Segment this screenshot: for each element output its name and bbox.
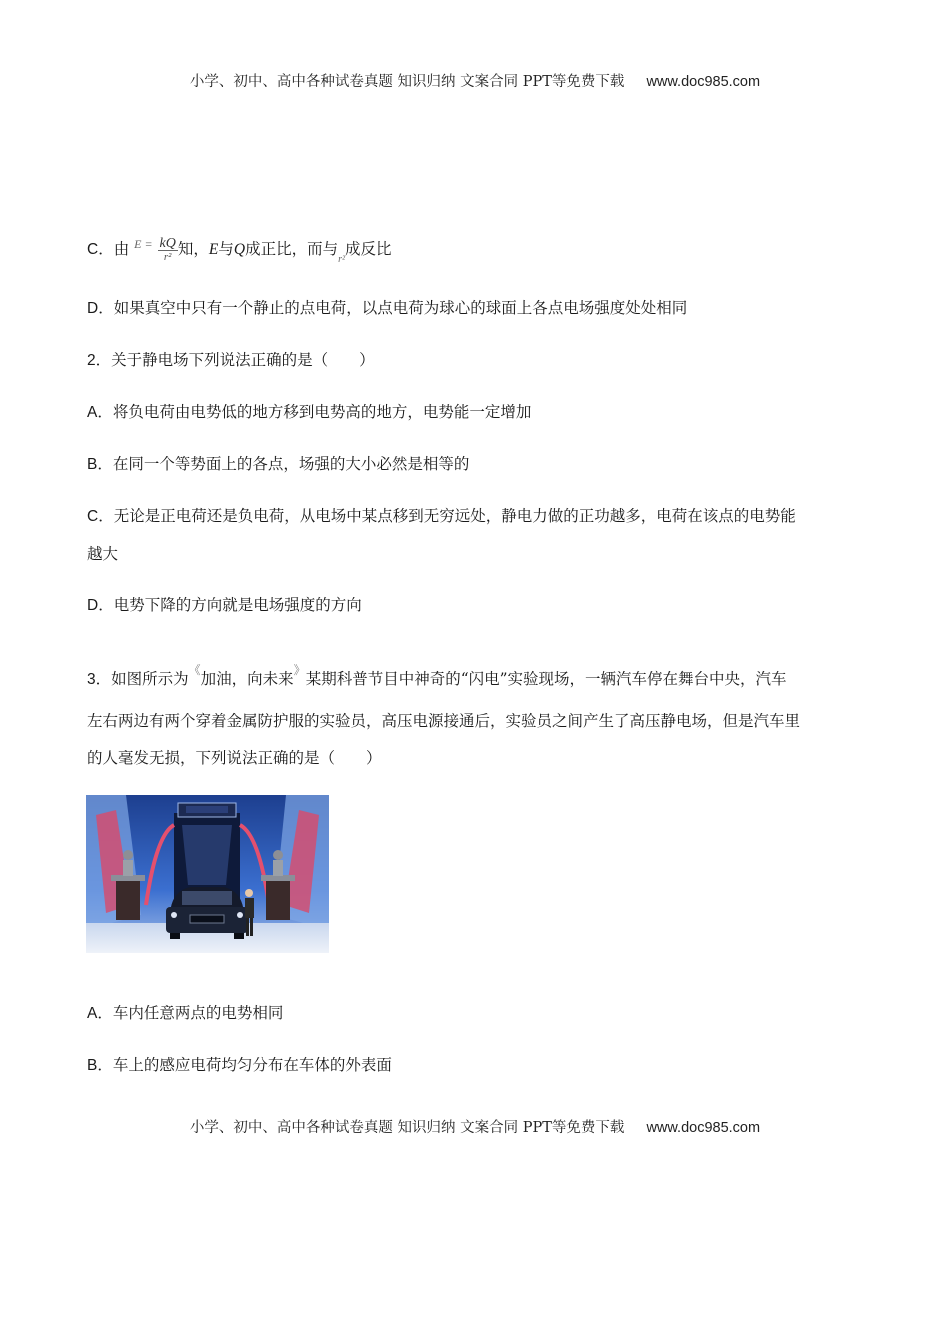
q3-stem-line2 [87,711,800,731]
q3-option-a [87,1003,283,1024]
option-text: 将负电荷由电势低的地方移到电势高的地方，电势能一定增加 [112,403,532,421]
stage-illustration [86,795,329,953]
question-number: 2． [87,352,112,369]
option-text: 车内任意两点的电势相同 [112,1004,284,1022]
book-title-mark: 《 [188,663,201,677]
text: 由 [113,240,130,258]
footer-text: 小学、初中、高中各种试卷真题 知识归纳 文案合同 PPT等免费下载 [189,1120,625,1136]
fraction-numerator: kQ [159,235,176,251]
option-text: 在同一个等势面上的各点，场强的大小必然是相等的 [112,455,470,473]
page-footer [0,1116,950,1137]
q3-option-b [87,1055,392,1076]
option-label: A． [87,404,113,421]
symbol-e: E [208,241,219,258]
option-label: D． [87,300,114,317]
q1-option-d [87,298,687,319]
text: 某期科普节目中神奇的“闪电”实验现场，一辆汽车停在舞台中央，汽车 [305,670,787,688]
option-label: B． [87,456,113,473]
formula-fraction [158,235,178,263]
stage-car-photo [86,795,329,953]
option-text: 如果真空中只有一个静止的点电荷，以点电荷为球心的球面上各点电场强度处处相同 [113,299,688,317]
q1-option-c [87,234,391,270]
question-text: 左右两边有两个穿着金属防护服的实验员，高压电源接通后，实验员之间产生了高压静电场，但是汽车里 [87,712,801,730]
q2-option-c-cont [87,544,118,564]
book-title-mark: 》 [293,663,306,677]
formula-lhs: E = [134,237,153,251]
question-text: 的人毫发无损，下列说法正确的是（ ） [87,749,382,767]
option-text: 电势下降的方向就是电场强度的方向 [113,596,362,614]
option-label: A． [87,1005,113,1022]
option-label: D． [87,597,114,614]
option-text: 越大 [87,545,119,563]
option-text: 无论是正电荷还是负电荷，从电场中某点移到无穷远处，静电力做的正功越多，电荷在该点的电势能 [113,507,796,525]
footer-site-link[interactable]: www.doc985.com [646,1120,761,1136]
text: 与 [218,240,234,258]
page-header [0,70,950,91]
program-title: 加油，向未来 [200,670,294,688]
text: 成反比 [344,240,392,258]
question-number: 3． [87,671,112,688]
text: 成正比，而与 [245,240,339,258]
text: 如图所示为 [111,670,189,688]
option-label: C． [87,508,114,525]
symbol-r-squared: r² [338,254,345,265]
header-site-link[interactable]: www.doc985.com [646,74,761,90]
q2-option-a [87,402,531,423]
q3-stem-line1 [87,660,787,690]
option-label: C． [87,241,114,258]
option-label: B． [87,1057,113,1074]
q2-option-d [87,595,362,616]
header-text: 小学、初中、高中各种试卷真题 知识归纳 文案合同 PPT等免费下载 [189,74,625,90]
q2-option-c [87,506,796,527]
question-text: 关于静电场下列说法正确的是（ ） [111,351,375,369]
text: 知， [177,240,209,258]
option-text: 车上的感应电荷均匀分布在车体的外表面 [112,1056,392,1074]
q2-stem [87,350,375,371]
symbol-q: Q [233,241,246,258]
fraction-denominator: r² [163,250,172,263]
q3-stem-line3 [87,748,382,768]
q2-option-b [87,454,469,475]
